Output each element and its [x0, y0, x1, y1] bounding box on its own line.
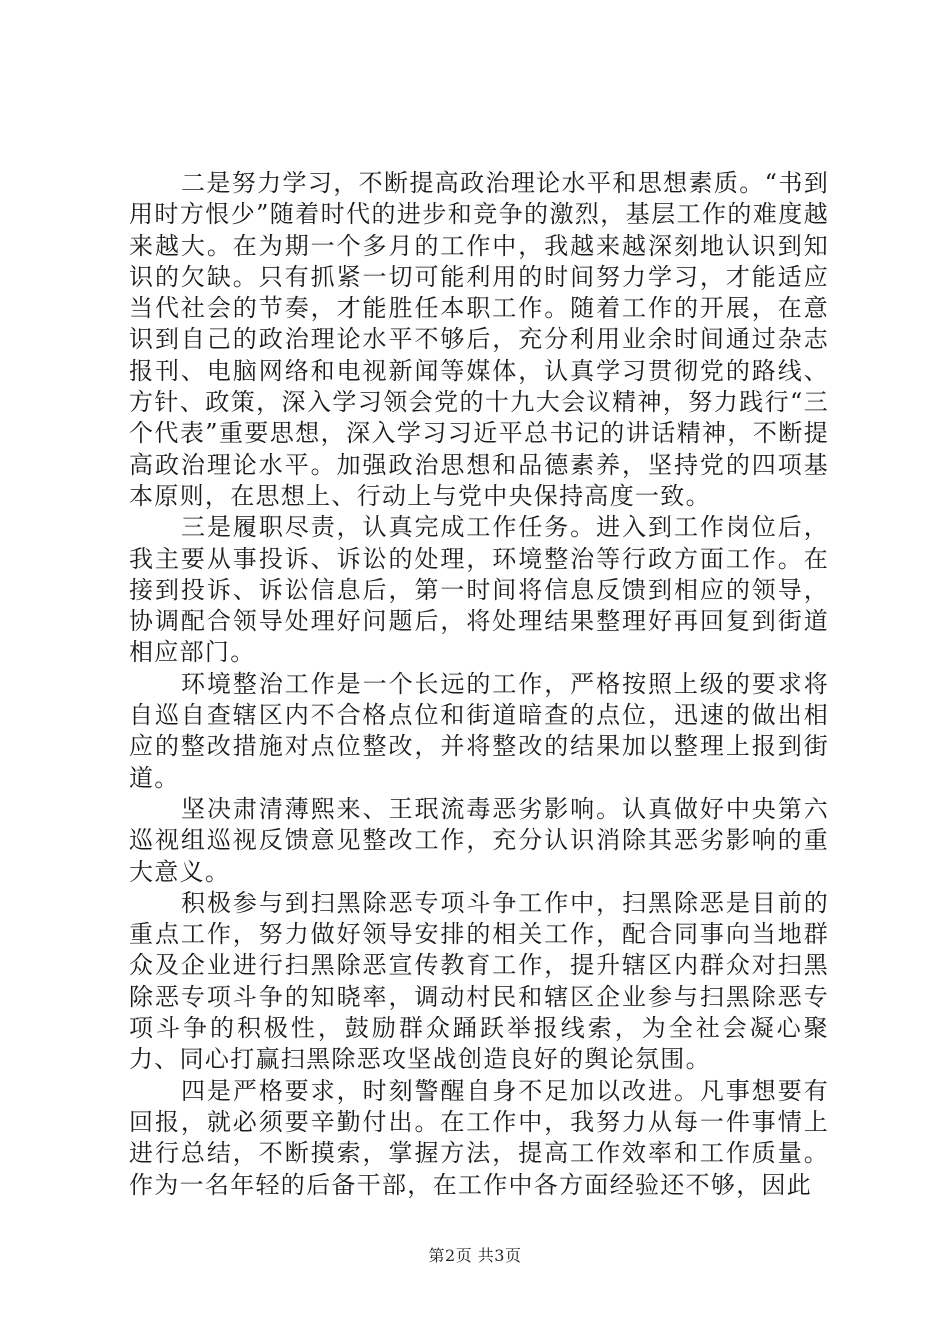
paragraph-strict-requirements: 四是严格要求，时刻警醒自身不足加以改进。凡事想要有回报，就必须要辛勤付出。在工作中，我努力从每一件事情上进行总结，不断摸索，掌握方法，提高工作效率和工作质量。作为一名年轻的后备干部，在工作中各方面经验还不够，因此	[129, 1076, 829, 1199]
document-body	[129, 168, 829, 1201]
paragraph-duties: 三是履职尽责，认真完成工作任务。进入到工作岗位后，我主要从事投诉、诉讼的处理，环境整治等行政方面工作。在接到投诉、诉讼信息后，第一时间将信息反馈到相应的领导，协调配合领导处理好问题后，将处理结果整理好再回复到街道相应部门。	[129, 513, 829, 667]
paragraph-environment: 环境整治工作是一个长远的工作，严格按照上级的要求将自巡自查辖区内不合格点位和街道暗查的点位，迅速的做出相应的整改措施对点位整改，并将整改的结果加以整理上报到街道。	[129, 669, 829, 792]
paragraph-eliminate-influence: 坚决肃清薄熙来、王珉流毒恶劣影响。认真做好中央第六巡视组巡视反馈意见整改工作，充分认识消除其恶劣影响的重大意义。	[129, 794, 829, 886]
page-number-footer: 第2页 共3页	[428, 1246, 522, 1265]
paragraph-anti-crime: 积极参与到扫黑除恶专项斗争工作中，扫黑除恶是目前的重点工作，努力做好领导安排的相关工作，配合同事向当地群众及企业进行扫黑除恶宣传教育工作，提升辖区内群众对扫黑除恶专项斗争的知晓率，调动村民和辖区企业参与扫黑除恶专项斗争的积极性，鼓励群众踊跃举报线索，为全社会凝心聚力、同心打赢扫黑除恶攻坚战创造良好的舆论氛围。	[129, 888, 829, 1074]
paragraph-study: 二是努力学习，不断提高政治理论水平和思想素质。“书到用时方恨少”随着时代的进步和竞争的激烈，基层工作的难度越来越大。在为期一个多月的工作中，我越来越深刻地认识到知识的欠缺。只有抓紧一切可能利用的时间努力学习，才能适应当代社会的节奏，才能胜任本职工作。随着工作的开展，在意识到自己的政治理论水平不够后，充分利用业余时间通过杂志报刊、电脑网络和电视新闻等媒体，认真学习贯彻党的路线、方针、政策，深入学习领会党的十九大会议精神，努力践行“三个代表”重要思想，深入学习习近平总书记的讲话精神，不断提高政治理论水平。加强政治思想和品德素养，坚持党的四项基本原则，在思想上、行动上与党中央保持高度一致。	[129, 169, 829, 510]
